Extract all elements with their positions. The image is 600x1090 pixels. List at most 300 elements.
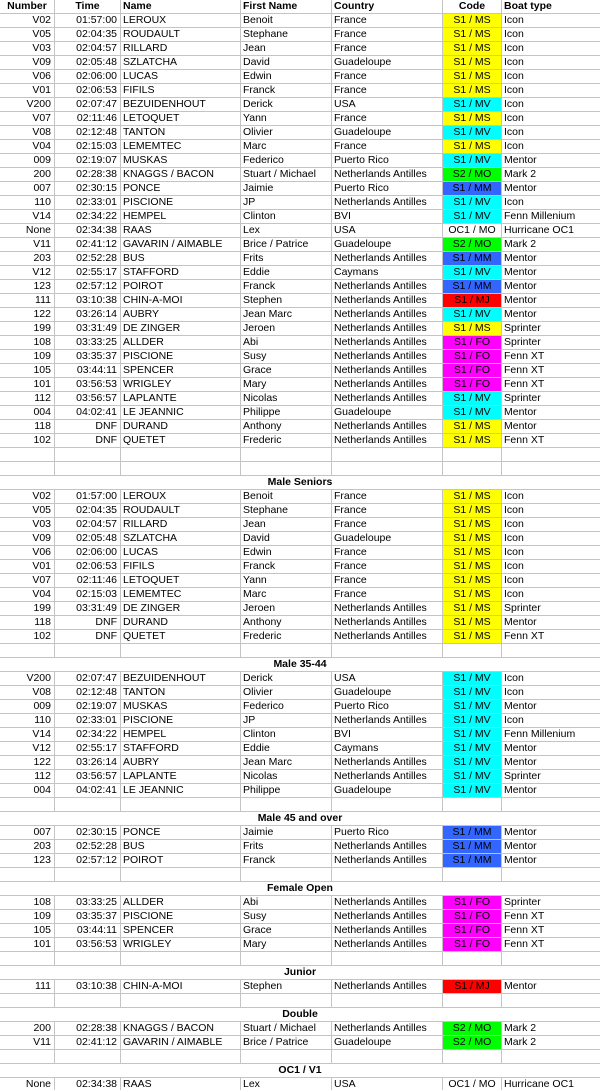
boat-type-cell: Icon: [504, 70, 524, 82]
country-cell: France: [332, 42, 443, 55]
boat-type-cell: Icon: [504, 140, 524, 152]
number-cell: 009: [0, 154, 55, 167]
boat-type-cell: Mentor: [504, 280, 537, 292]
table-row: [0, 714, 600, 728]
number-cell: 109: [0, 910, 55, 923]
first-name-cell: Nicolas: [241, 392, 332, 405]
number-cell: [0, 462, 55, 475]
country-cell: [332, 448, 443, 461]
first-name-cell: Susy: [241, 910, 332, 923]
first-name-cell: Derick: [241, 672, 332, 685]
code-cell: S1 / MV: [443, 98, 502, 111]
first-name-cell: Olivier: [241, 686, 332, 699]
number-cell: V05: [0, 28, 55, 41]
table-row: [0, 98, 600, 112]
first-name-cell: Edwin: [241, 70, 332, 83]
section-title: Male Seniors: [0, 476, 600, 490]
code-cell: [443, 798, 502, 811]
name-cell: PONCE: [121, 826, 241, 839]
boat-type-cell: Fenn XT: [504, 910, 545, 922]
name-cell: PISCIONE: [121, 350, 241, 363]
table-row: [0, 630, 600, 644]
code-cell: S1 / MV: [443, 700, 502, 713]
number-cell: 101: [0, 938, 55, 951]
code-cell: S1 / MV: [443, 406, 502, 419]
number-cell: [0, 644, 55, 657]
name-cell: MUSKAS: [121, 700, 241, 713]
code-cell: S1 / MM: [443, 854, 502, 867]
time-cell: 02:52:28: [55, 840, 121, 853]
boat-type-cell: Icon: [504, 560, 524, 572]
code-cell: S1 / MV: [443, 308, 502, 321]
table-row: [0, 252, 600, 266]
first-name-cell: Lex: [241, 224, 332, 237]
name-cell: [121, 462, 241, 475]
name-cell: CHIN-A-MOI: [121, 980, 241, 993]
boat-type-cell: Mentor: [504, 294, 537, 306]
time-cell: 04:02:41: [55, 784, 121, 797]
country-cell: Netherlands Antilles: [332, 896, 443, 909]
boat-type-cell: Mentor: [504, 840, 537, 852]
country-cell: France: [332, 70, 443, 83]
first-name-cell: Stephane: [241, 28, 332, 41]
time-cell: 03:35:37: [55, 910, 121, 923]
name-cell: BUS: [121, 252, 241, 265]
code-cell: S1 / MJ: [443, 980, 502, 993]
table-row: [0, 560, 600, 574]
section-title: Junior: [0, 966, 600, 980]
time-cell: 02:07:47: [55, 672, 121, 685]
number-cell: V12: [0, 266, 55, 279]
boat-type-cell: Mentor: [504, 420, 537, 432]
name-cell: POIROT: [121, 854, 241, 867]
first-name-cell: Clinton: [241, 210, 332, 223]
number-cell: [0, 952, 55, 965]
name-cell: RILLARD: [121, 518, 241, 531]
boat-type-cell: Icon: [504, 518, 524, 530]
time-cell: [55, 1050, 121, 1063]
code-cell: [443, 448, 502, 461]
country-cell: Netherlands Antilles: [332, 938, 443, 951]
first-name-cell: Jaimie: [241, 182, 332, 195]
table-row: [0, 350, 600, 364]
first-name-cell: Marc: [241, 588, 332, 601]
code-cell: [443, 1050, 502, 1063]
first-name-cell: Brice / Patrice: [241, 238, 332, 251]
name-cell: PISCIONE: [121, 196, 241, 209]
table-row: [0, 924, 600, 938]
name-cell: ROUDAULT: [121, 28, 241, 41]
country-cell: Netherlands Antilles: [332, 252, 443, 265]
number-cell: V04: [0, 588, 55, 601]
time-cell: 02:28:38: [55, 168, 121, 181]
number-cell: 203: [0, 252, 55, 265]
boat-type-cell: Icon: [504, 126, 524, 138]
time-cell: 03:31:49: [55, 602, 121, 615]
time-cell: 03:56:57: [55, 392, 121, 405]
name-cell: ALLDER: [121, 896, 241, 909]
number-cell: V14: [0, 728, 55, 741]
country-cell: France: [332, 560, 443, 573]
name-cell: LETOQUET: [121, 574, 241, 587]
table-row: [0, 42, 600, 56]
code-cell: S1 / MS: [443, 546, 502, 559]
first-name-cell: Benoit: [241, 14, 332, 27]
boat-type-cell: Mentor: [504, 756, 537, 768]
table-row: [0, 826, 600, 840]
boat-type-cell: Icon: [504, 546, 524, 558]
name-cell: RILLARD: [121, 42, 241, 55]
code-cell: [443, 868, 502, 881]
code-cell: S1 / MS: [443, 490, 502, 503]
time-cell: 03:10:38: [55, 294, 121, 307]
name-cell: QUETET: [121, 434, 241, 447]
number-cell: V08: [0, 686, 55, 699]
name-cell: DURAND: [121, 616, 241, 629]
first-name-cell: [241, 798, 332, 811]
boat-type-cell: Sprinter: [504, 770, 541, 782]
number-cell: V14: [0, 210, 55, 223]
first-name-cell: Jean Marc: [241, 308, 332, 321]
country-cell: Netherlands Antilles: [332, 196, 443, 209]
number-cell: V08: [0, 126, 55, 139]
boat-type-cell: Sprinter: [504, 896, 541, 908]
table-row: [0, 798, 600, 812]
boat-type-cell: Mark 2: [504, 1022, 537, 1034]
code-cell: S1 / MS: [443, 434, 502, 447]
boat-type-cell: [502, 798, 600, 811]
time-cell: 02:15:03: [55, 588, 121, 601]
first-name-cell: Mary: [241, 938, 332, 951]
table-row: [0, 266, 600, 280]
table-row: [0, 224, 600, 238]
table-row: [0, 70, 600, 84]
name-cell: KNAGGS / BACON: [121, 168, 241, 181]
country-cell: Puerto Rico: [332, 700, 443, 713]
boat-type-cell: Sprinter: [504, 602, 541, 614]
first-name-cell: Clinton: [241, 728, 332, 741]
name-cell: LUCAS: [121, 70, 241, 83]
table-row: [0, 588, 600, 602]
first-name-cell: [241, 448, 332, 461]
time-cell: 01:57:00: [55, 490, 121, 503]
boat-type-cell: [502, 448, 600, 461]
time-cell: 02:07:47: [55, 98, 121, 111]
time-cell: 02:06:53: [55, 84, 121, 97]
code-cell: S1 / FO: [443, 896, 502, 909]
boat-type-cell: Fenn Millenium: [504, 210, 576, 222]
boat-type-cell: Fenn XT: [504, 364, 545, 376]
table-row: [0, 336, 600, 350]
time-cell: 02:04:57: [55, 42, 121, 55]
number-cell: 200: [0, 168, 55, 181]
time-cell: 02:30:15: [55, 826, 121, 839]
table-row: [0, 1022, 600, 1036]
code-cell: OC1 / MO: [443, 224, 502, 237]
country-cell: Netherlands Antilles: [332, 756, 443, 769]
table-row: [0, 756, 600, 770]
country-cell: Netherlands Antilles: [332, 308, 443, 321]
boat-type-cell: Mentor: [504, 154, 537, 166]
code-cell: [443, 952, 502, 965]
number-cell: V200: [0, 98, 55, 111]
table-row: [0, 84, 600, 98]
name-cell: SPENCER: [121, 924, 241, 937]
table-row: [0, 616, 600, 630]
boat-type-cell: Icon: [504, 532, 524, 544]
time-cell: 02:55:17: [55, 742, 121, 755]
country-cell: USA: [332, 672, 443, 685]
code-cell: S1 / MS: [443, 112, 502, 125]
code-cell: S1 / MV: [443, 266, 502, 279]
country-cell: Guadeloupe: [332, 784, 443, 797]
country-cell: France: [332, 28, 443, 41]
country-cell: Netherlands Antilles: [332, 322, 443, 335]
code-cell: S1 / MS: [443, 504, 502, 517]
boat-type-cell: Mark 2: [504, 1036, 537, 1048]
time-cell: 02:57:12: [55, 854, 121, 867]
boat-type-cell: [502, 994, 600, 1007]
boat-type-cell: [502, 952, 600, 965]
table-row: [0, 952, 600, 966]
name-cell: GAVARIN / AIMABLE: [121, 1036, 241, 1049]
time-cell: 02:33:01: [55, 196, 121, 209]
time-cell: 02:55:17: [55, 266, 121, 279]
first-name-cell: Abi: [241, 336, 332, 349]
boat-type-cell: Mentor: [504, 616, 537, 628]
first-name-cell: Derick: [241, 98, 332, 111]
first-name-cell: [241, 644, 332, 657]
number-cell: V06: [0, 70, 55, 83]
number-cell: 112: [0, 392, 55, 405]
code-cell: S2 / MO: [443, 238, 502, 251]
name-cell: LE JEANNIC: [121, 406, 241, 419]
time-cell: 02:12:48: [55, 126, 121, 139]
country-cell: Guadeloupe: [332, 126, 443, 139]
country-cell: [332, 644, 443, 657]
table-row: [0, 154, 600, 168]
boat-type-cell: Hurricane OC1: [504, 224, 575, 236]
boat-type-cell: Icon: [504, 28, 524, 40]
column-header: Time: [55, 0, 121, 13]
country-cell: Puerto Rico: [332, 826, 443, 839]
section-title: Male 45 and over: [0, 812, 600, 826]
time-cell: 03:44:11: [55, 364, 121, 377]
time-cell: [55, 994, 121, 1007]
name-cell: HEMPEL: [121, 728, 241, 741]
time-cell: 02:34:22: [55, 210, 121, 223]
boat-type-cell: Mentor: [504, 700, 537, 712]
boat-type-cell: Mentor: [504, 980, 537, 992]
first-name-cell: Franck: [241, 84, 332, 97]
country-cell: France: [332, 504, 443, 517]
number-cell: 111: [0, 980, 55, 993]
first-name-cell: Federico: [241, 154, 332, 167]
name-cell: PONCE: [121, 182, 241, 195]
table-row: [0, 504, 600, 518]
number-cell: V11: [0, 238, 55, 251]
first-name-cell: Eddie: [241, 742, 332, 755]
name-cell: LE JEANNIC: [121, 784, 241, 797]
number-cell: 118: [0, 616, 55, 629]
time-cell: 02:04:57: [55, 518, 121, 531]
column-header: Number: [0, 0, 55, 13]
boat-type-cell: Mentor: [504, 266, 537, 278]
first-name-cell: Lex: [241, 1078, 332, 1090]
time-cell: 02:12:48: [55, 686, 121, 699]
country-cell: Caymans: [332, 266, 443, 279]
country-cell: France: [332, 518, 443, 531]
table-row: [0, 644, 600, 658]
time-cell: 02:19:07: [55, 700, 121, 713]
first-name-cell: Susy: [241, 350, 332, 363]
name-cell: TANTON: [121, 126, 241, 139]
name-cell: MUSKAS: [121, 154, 241, 167]
code-cell: S1 / FO: [443, 938, 502, 951]
code-cell: [443, 994, 502, 1007]
time-cell: 03:35:37: [55, 350, 121, 363]
number-cell: V03: [0, 518, 55, 531]
boat-type-cell: Icon: [504, 574, 524, 586]
time-cell: 02:33:01: [55, 714, 121, 727]
code-cell: S1 / MV: [443, 728, 502, 741]
table-row: [0, 854, 600, 868]
code-cell: S1 / MV: [443, 686, 502, 699]
table-row: [0, 392, 600, 406]
country-cell: France: [332, 546, 443, 559]
code-cell: S1 / MJ: [443, 294, 502, 307]
name-cell: QUETET: [121, 630, 241, 643]
name-cell: STAFFORD: [121, 266, 241, 279]
name-cell: DE ZINGER: [121, 602, 241, 615]
country-cell: [332, 994, 443, 1007]
boat-type-cell: Icon: [504, 14, 524, 26]
country-cell: Netherlands Antilles: [332, 364, 443, 377]
first-name-cell: Anthony: [241, 420, 332, 433]
code-cell: S1 / MS: [443, 322, 502, 335]
boat-type-cell: Mentor: [504, 826, 537, 838]
table-row: [0, 532, 600, 546]
time-cell: [55, 952, 121, 965]
code-cell: S1 / MS: [443, 560, 502, 573]
code-cell: S1 / FO: [443, 924, 502, 937]
boat-type-cell: Fenn XT: [504, 378, 545, 390]
name-cell: AUBRY: [121, 308, 241, 321]
boat-type-cell: Fenn Millenium: [504, 728, 576, 740]
number-cell: V03: [0, 42, 55, 55]
first-name-cell: Anthony: [241, 616, 332, 629]
number-cell: 111: [0, 294, 55, 307]
number-cell: None: [0, 224, 55, 237]
table-row: [0, 686, 600, 700]
name-cell: [121, 798, 241, 811]
number-cell: 199: [0, 322, 55, 335]
number-cell: 110: [0, 196, 55, 209]
code-cell: S1 / FO: [443, 378, 502, 391]
country-cell: USA: [332, 98, 443, 111]
number-cell: 112: [0, 770, 55, 783]
name-cell: PISCIONE: [121, 910, 241, 923]
first-name-cell: JP: [241, 196, 332, 209]
table-row: [0, 406, 600, 420]
time-cell: 03:56:57: [55, 770, 121, 783]
table-row: [0, 462, 600, 476]
country-cell: Netherlands Antilles: [332, 294, 443, 307]
boat-type-cell: Icon: [504, 98, 524, 110]
boat-type-cell: Mentor: [504, 182, 537, 194]
table-row: [0, 574, 600, 588]
name-cell: GAVARIN / AIMABLE: [121, 238, 241, 251]
time-cell: 02:34:38: [55, 1078, 121, 1090]
time-cell: 02:05:48: [55, 532, 121, 545]
country-cell: Netherlands Antilles: [332, 840, 443, 853]
table-row: [0, 378, 600, 392]
boat-type-cell: Hurricane OC1: [504, 1078, 575, 1090]
country-cell: France: [332, 574, 443, 587]
table-row: [0, 518, 600, 532]
name-cell: [121, 1050, 241, 1063]
boat-type-cell: Mentor: [504, 406, 537, 418]
table-row: [0, 112, 600, 126]
table-row: [0, 140, 600, 154]
country-cell: Netherlands Antilles: [332, 378, 443, 391]
time-cell: [55, 448, 121, 461]
boat-type-cell: Fenn XT: [504, 350, 545, 362]
number-cell: V04: [0, 140, 55, 153]
code-cell: S1 / MS: [443, 630, 502, 643]
code-cell: S1 / MS: [443, 574, 502, 587]
number-cell: V01: [0, 84, 55, 97]
number-cell: V05: [0, 504, 55, 517]
time-cell: 03:33:25: [55, 896, 121, 909]
table-row: [0, 168, 600, 182]
boat-type-cell: Mark 2: [504, 238, 537, 250]
table-row: [0, 280, 600, 294]
country-cell: Netherlands Antilles: [332, 280, 443, 293]
time-cell: DNF: [55, 616, 121, 629]
first-name-cell: [241, 952, 332, 965]
time-cell: [55, 644, 121, 657]
name-cell: [121, 994, 241, 1007]
number-cell: 203: [0, 840, 55, 853]
column-header: Country: [332, 0, 443, 13]
code-cell: S1 / MM: [443, 182, 502, 195]
country-cell: Guadeloupe: [332, 686, 443, 699]
code-cell: S1 / MV: [443, 196, 502, 209]
name-cell: [121, 952, 241, 965]
name-cell: FIFILS: [121, 560, 241, 573]
table-row: [0, 938, 600, 952]
country-cell: Guadeloupe: [332, 1036, 443, 1049]
table-row: [0, 308, 600, 322]
table-row: [0, 434, 600, 448]
boat-type-cell: Icon: [504, 686, 524, 698]
code-cell: S1 / MS: [443, 616, 502, 629]
name-cell: WRIGLEY: [121, 938, 241, 951]
boat-type-cell: Icon: [504, 196, 524, 208]
code-cell: S1 / FO: [443, 350, 502, 363]
boat-type-cell: [502, 868, 600, 881]
country-cell: BVI: [332, 728, 443, 741]
code-cell: S1 / MV: [443, 210, 502, 223]
number-cell: [0, 448, 55, 461]
table-row: [0, 420, 600, 434]
code-cell: S1 / MV: [443, 392, 502, 405]
table-row: [0, 322, 600, 336]
boat-type-cell: Icon: [504, 112, 524, 124]
name-cell: ROUDAULT: [121, 504, 241, 517]
table-row: [0, 770, 600, 784]
